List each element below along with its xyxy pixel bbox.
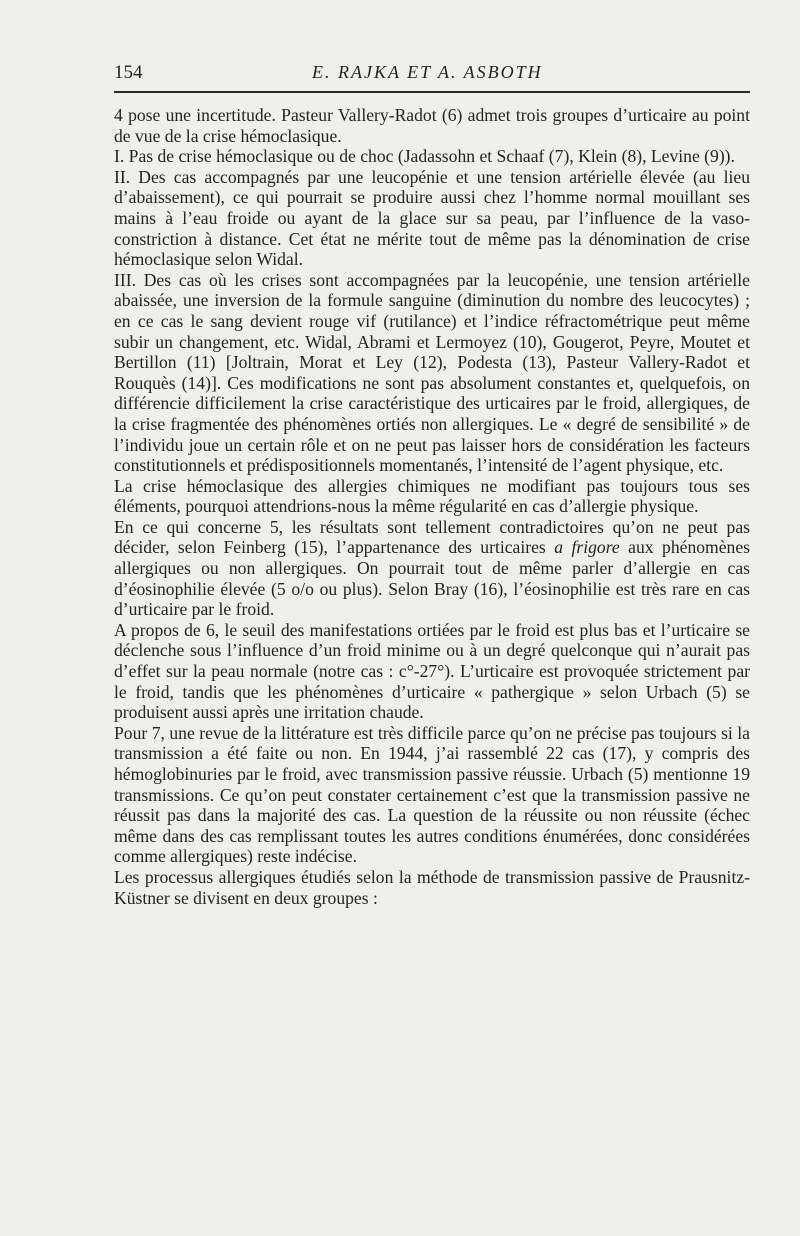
header-rule [114,91,750,93]
paragraph-point-5-text-b: aux phénomènes allergiques ou non allergiques. On pourrait tout de même parler d’allergie en cas d’éosinophilie élevée (5 o/o ou plus). Selon Bray (16), l’éosinophilie est très rare en cas d’urticaire par le froid. [114,537,750,620]
paragraph-chemical-allergies: La crise hémoclasique des allergies chimiques ne modifiant pas toujours tous ses éléments, pourquoi attendrions-nous la même régularité en cas d’allergie physique. [114,475,750,517]
paragraph-transmission-groups: Les processus allergiques étudiés selon la méthode de transmission passive de Prausnitz-Küstner se divisent en deux groupes : [114,866,750,908]
paragraph-group-3: III. Des cas où les crises sont accompagnées par la leucopénie, une tension artérielle abaissée, une inversion de la formule sanguine (diminution du nombre des leucocytes) ; en ce cas le sang devient rouge vif (rutilance) et l’indice réfractométrique peut même subir un changement, etc. Widal, Abrami et Lermoyez (10), Gougerot, Peyre, Moutet et Bertillon (11) [Joltrain, Morat et Ley (12), Podesta (13), Pasteur Vallery-Radot et Rouquès (14)]. Ces modifications ne sont pas absolument constantes et, quelquefois, on différencie difficilement la crise caractéristique des urticaires par le froid, allergiques, de la crise fragmentée des phénomènes ortiés non allergiques. Le « degré de sensibilité » de l’individu joue un certain rôle et on ne peut pas laisser hors de considération les facteurs constitutionnels et prédispositionnels momentanés, l’intensité de l’agent physique, etc. [114,269,750,476]
paragraph-group-2: II. Des cas accompagnés par une leucopénie et une tension artérielle élevée (au lieu d’abaissement), ce qui pourrait se produire aussi chez l’homme normal mouillant ses mains à l’eau froide ou ayant de la glace sur sa peau, par l’influence de la vaso-constriction à distance. Cet état ne mérite tout de même pas la dénomination de crise hémoclasique selon Widal. [114,166,750,270]
running-head [114,62,750,90]
page-number: 154 [114,62,143,83]
paragraph-point-5 [114,517,750,620]
paragraph-point-5-text-a: En ce qui concerne 5, les résultats sont tellement contradictoires qu’on ne peut pas décider, selon Feinberg (15), l’appartenance des urticaires [114,516,750,558]
paragraph-group-1: I. Pas de crise hémoclasique ou de choc (Jadassohn et Schaaf (7), Klein (8), Levine (9)). [114,146,735,167]
a-frigore-italic: a frigore [554,537,620,558]
body-text [114,105,750,908]
paragraph-intro: 4 pose une incertitude. Pasteur Vallery-Radot (6) admet trois groupes d’urticaire au point de vue de la crise hémoclasique. [114,105,750,146]
paragraph-point-6: A propos de 6, le seuil des manifestations ortiées par le froid est plus bas et l’urticaire se déclenche sous l’influence d’un froid minime ou à un degré quelconque qui n’aurait pas d’effet sur la peau normale (notre cas : c°-27°). L’urticaire est provoquée strictement par le froid, tandis que les phénomènes d’urticaire « pathergique » selon Urbach (5) se produisent aussi après une irritation chaude. [114,619,750,723]
paragraph-point-7: Pour 7, une revue de la littérature est très difficile parce qu’on ne précise pas toujours si la transmission a été faite ou non. En 1944, j’ai rassemblé 22 cas (17), y compris des hémoglobinuries par le froid, avec transmission passive réussie. Urbach (5) mentionne 19 transmissions. Ce qu’on peut constater certainement c’est que la transmission passive ne réussit pas dans la majorité des cas. La question de la réussite ou non réussite (échec même dans des cas remplissant toutes les autres conditions énumérées, donc considérées comme allergiques) reste indécise. [114,722,750,867]
running-title-authors: E. RAJKA ET A. ASBOTH [312,62,543,82]
